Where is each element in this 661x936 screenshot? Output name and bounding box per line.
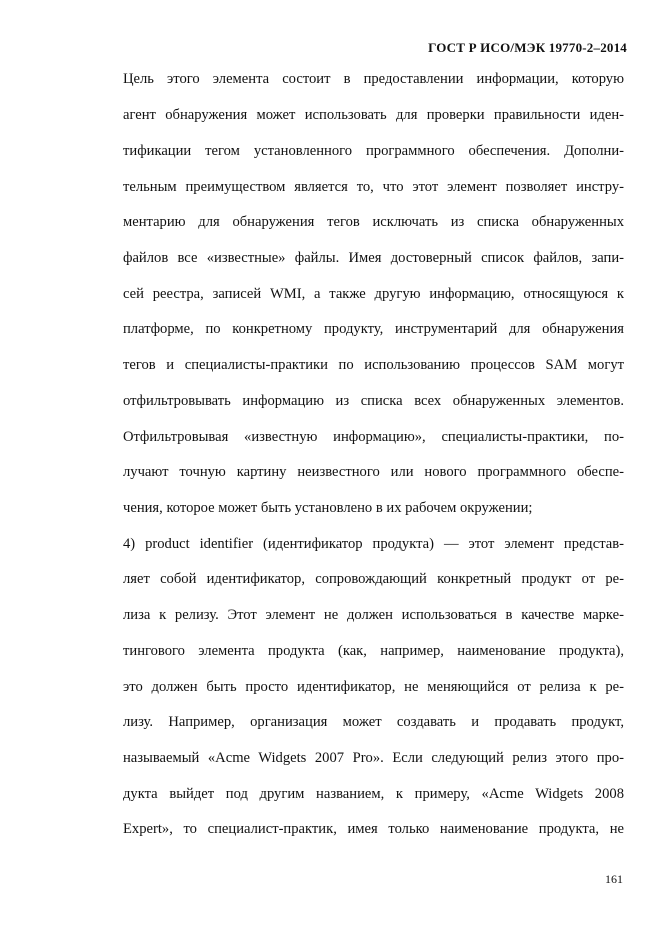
text-line: отфильтровывать информацию из списка всех обнаруженных элементов.: [123, 393, 624, 409]
text-line: Отфильтровывая «известную информацию», специалисты-практики, по-: [123, 429, 624, 445]
text-line: агент обнаружения может использовать для проверки правильности иден-: [123, 107, 624, 123]
text-line: чения, которое может быть установлено в их рабочем окружении;: [123, 500, 533, 516]
text-line: лиза к релизу. Этот элемент не должен использоваться в качестве марке-: [123, 607, 624, 623]
text-line: тельным преимуществом является то, что этот элемент позволяет инстру-: [123, 179, 624, 195]
text-line: Expert», то специалист-практик, имея только наименование продукта, не: [123, 821, 624, 837]
text-line: файлов все «известные» файлы. Имея достоверный список файлов, запи-: [123, 250, 624, 266]
text-line: лучают точную картину неизвестного или нового программного обеспе-: [123, 464, 624, 480]
text-line: платформе, по конкретному продукту, инструментарий для обнаружения: [123, 321, 624, 337]
text-line: называемый «Acme Widgets 2007 Pro». Если следующий релиз этого про-: [123, 750, 624, 766]
text-line: 4) product identifier (идентификатор продукта) — этот элемент представ-: [123, 536, 624, 552]
text-line: это должен быть просто идентификатор, не меняющийся от релиза к ре-: [123, 679, 624, 695]
text-line: ляет собой идентификатор, сопровождающий конкретный продукт от ре-: [123, 571, 624, 587]
text-line: лизу. Например, организация может создавать и продавать продукт,: [123, 714, 624, 730]
text-line: тификации тегом установленного программного обеспечения. Дополни-: [123, 143, 624, 159]
text-line: ментарию для обнаружения тегов исключать из списка обнаруженных: [123, 214, 624, 230]
text-line: дукта выйдет под другим названием, к примеру, «Acme Widgets 2008: [123, 786, 624, 802]
text-line: тингового элемента продукта (как, например, наименование продукта),: [123, 643, 624, 659]
text-line: Цель этого элемента состоит в предоставлении информации, которую: [123, 71, 624, 87]
text-line: тегов и специалисты-практики по использованию процессов SAM могут: [123, 357, 624, 373]
text-line: сей реестра, записей WMI, а также другую информацию, относящуюся к: [123, 286, 624, 302]
standard-header: ГОСТ Р ИСО/МЭК 19770-2–2014: [428, 40, 627, 55]
page-number: 161: [605, 872, 623, 886]
